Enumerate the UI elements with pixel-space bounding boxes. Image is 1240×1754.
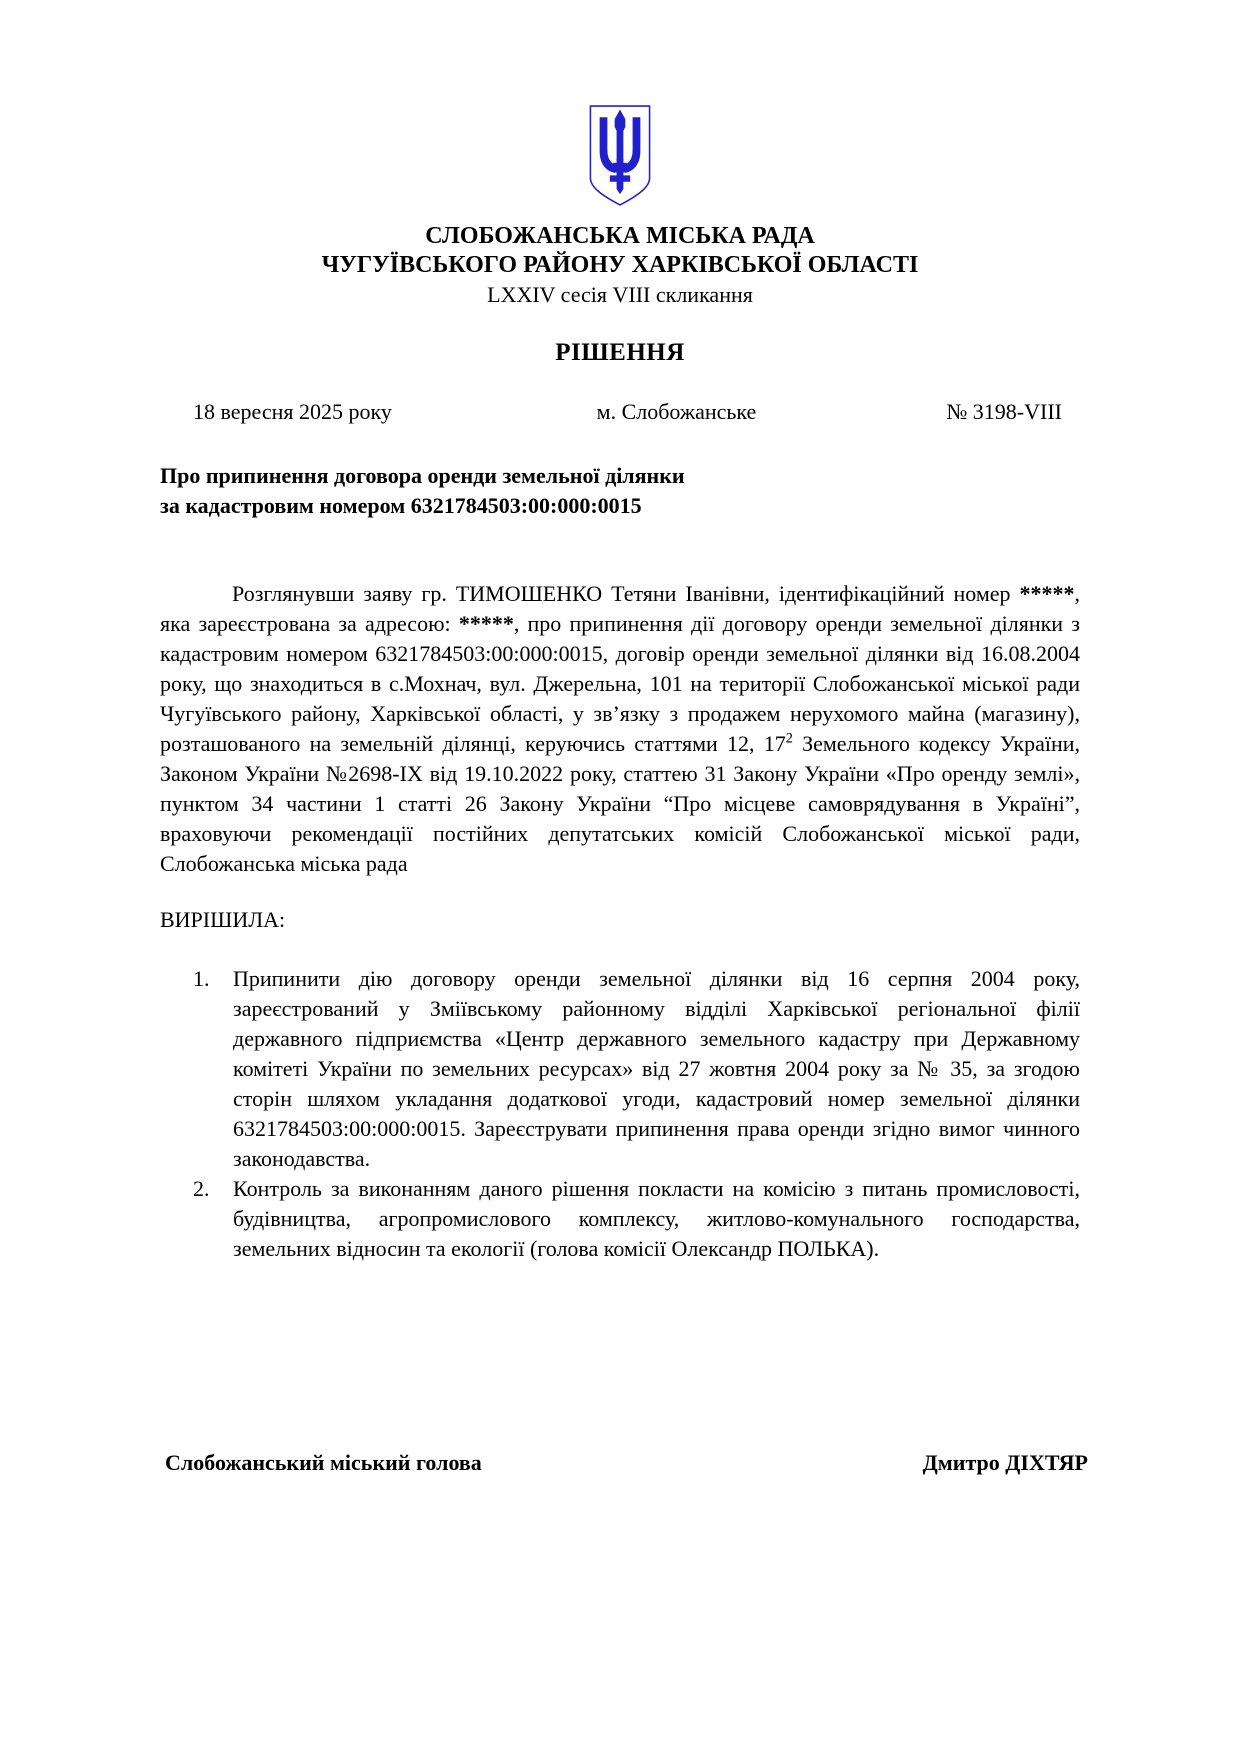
resolution-item — [160, 964, 1080, 1174]
item-text: Контроль за виконанням даного рішення покласти на комісію з питань промисловості, будівництва, агропромислового комплексу, житлово-комунального господарства, земельних відносин та екології (голова комісії Олександр ПОЛЬКА). — [233, 1176, 1080, 1261]
tryzub-icon — [588, 104, 652, 208]
preamble-paragraph: Розглянувши заяву гр. ТИМОШЕНКО Тетяни Іванівни, ідентифікаційний номер *****, яка зареєстрована за адресою: *****, про припинення дії договору оренди земельної ділянки з кадастровим номером 6321784503:00:000:0015, договір оренди земельної ділянки від 16.08.2004 року, що знаходиться в с.Мохнач, вул. Джерельна, 101 на території Слобожанської міської ради Чугуївського району, Харківської області, у зв’язку з продажем нерухомого майна (магазину), розташованого на земельній ділянці, керуючись статтями 12, $17^2$ Земельного кодексу України, Законом України №2698-IX від 19.10.2022 року, статтею 31 Закону України «Про оренду землі», пунктом 34 частини 1 статті 26 Закону України “Про місцеве самоврядування в Україні”, враховуючи рекомендації постійних депутатських комісій Слобожанської міської ради, Слобожанська міська рада — [160, 581, 1081, 876]
subject-line-1: Про припинення договора оренди земельної ділянки — [160, 463, 685, 488]
item-number: 1. — [193, 966, 210, 991]
document-type-title: РІШЕННЯ — [555, 339, 685, 366]
decision-place: м. Слобожанське — [596, 399, 757, 424]
item-text: Припинити дію договору оренди земельної ділянки від 16 серпня 2004 року, зареєстрований у Зміївському районному відділі Харківської регіональної філії державного підприємства «Центр державного земельного кадастру при Державному комітеті України по земельних ресурсах» від 27 жовтня 2004 року за № 35, за згодою сторін шляхом укладання додаткової угоди, кадастровий номер земельної ділянки 6321784503:00:000:0015. Зареєструвати припинення права оренди згідно вимог чинного законодавства. — [233, 966, 1080, 1171]
resolution-label: ВИРІШИЛА: — [160, 907, 286, 932]
council-name — [160, 222, 1080, 280]
session-info: LXXIV сесія VIII скликання — [487, 282, 753, 307]
subject-line-2: за кадастровим номером 6321784503:00:000:0015 — [160, 493, 642, 518]
decision-date: 18 вересня 2025 року — [193, 399, 392, 424]
decision-number: № 3198-VIII — [946, 399, 1062, 424]
subject-title — [160, 461, 1080, 521]
signature-position: Слобожанський міський голова — [165, 1450, 482, 1475]
resolution-item — [160, 1174, 1080, 1264]
coat-of-arms — [160, 0, 1080, 208]
item-number: 2. — [193, 1176, 210, 1201]
council-name-line2: ЧУГУЇВСЬКОГО РАЙОНУ ХАРКІВСЬКОЇ ОБЛАСТІ — [321, 252, 919, 278]
signature-name: Дмитро ДІХТЯР — [922, 1450, 1088, 1475]
signature-block — [160, 1450, 1088, 1476]
council-name-line1: СЛОБОЖАНСЬКА МІСЬКА РАДА — [425, 223, 815, 249]
decision-meta-row — [160, 399, 1080, 425]
resolution-items — [160, 964, 1080, 1264]
